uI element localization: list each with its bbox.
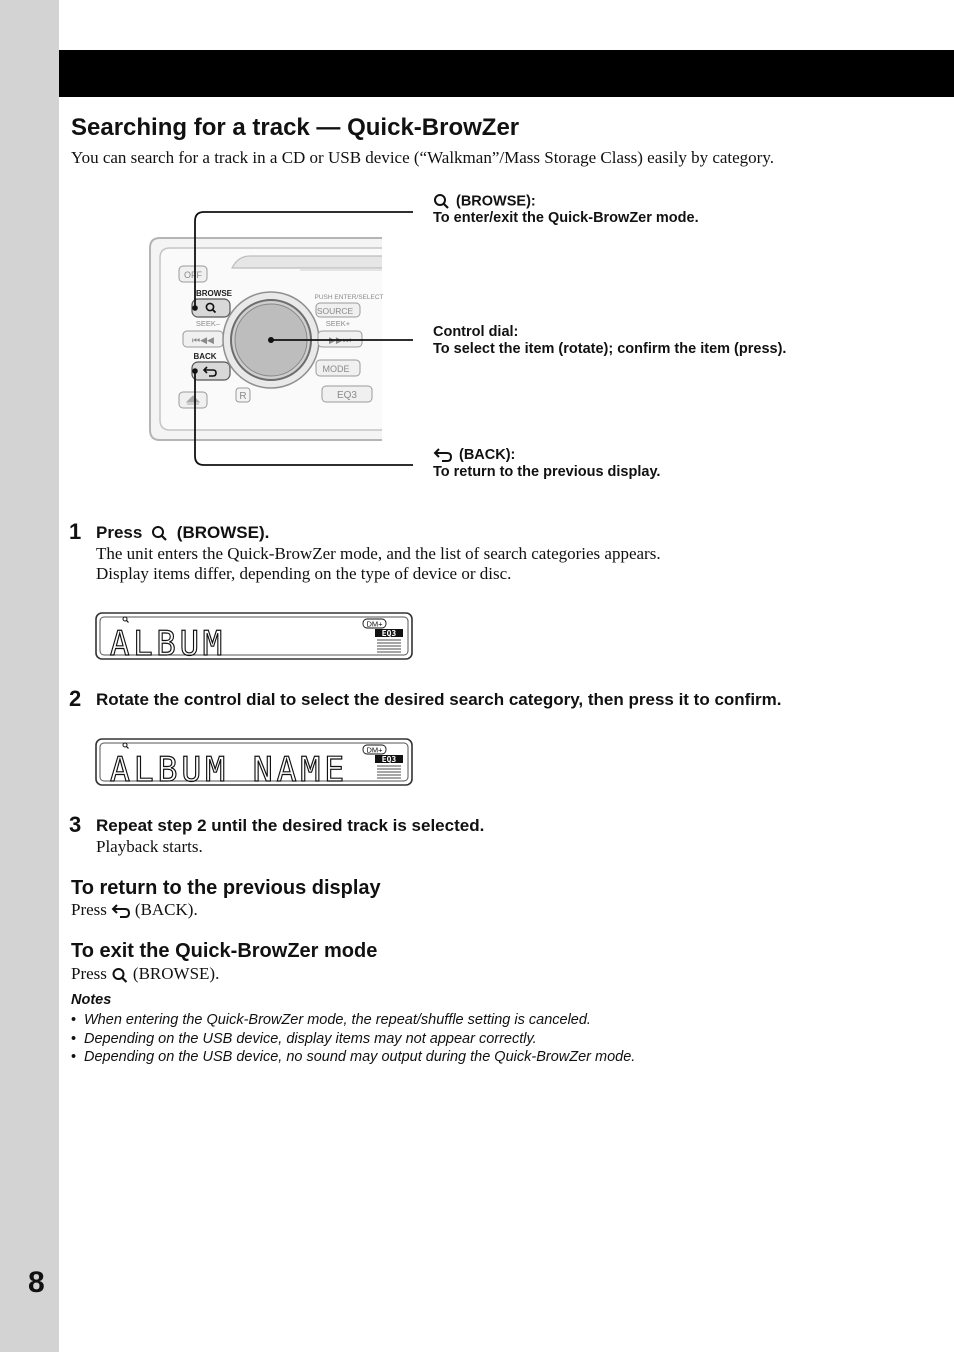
off-button[interactable] (179, 266, 207, 282)
step-1-heading-pre: Press (96, 523, 143, 542)
prev-icon: ⏮◀◀ (192, 336, 214, 346)
search-icon (150, 525, 169, 542)
back-leader-dot (192, 368, 198, 374)
step-1-line-1: The unit enters the Quick-BrowZer mode, and the list of search categories appears. (96, 544, 661, 563)
svg-text:EQ3: EQ3 (381, 629, 397, 638)
lcd-display-album-name (95, 738, 413, 786)
seek-next-button[interactable] (318, 331, 362, 347)
page-title: Searching for a track — Quick-BrowZer (71, 114, 520, 141)
callout-dial-text: To select the item (rotate); confirm the item (press). (433, 341, 787, 357)
back-arrow-icon (433, 447, 453, 463)
push-enter-select-label: PUSH ENTER/SELECT (314, 294, 384, 301)
page-number: 8 (28, 1266, 45, 1299)
callout-browse (433, 193, 699, 227)
dm-badge (363, 619, 386, 629)
dm-badge (363, 745, 386, 755)
note-item: • When entering the Quick-BrowZer mode, the repeat/shuffle setting is canceled. (71, 1011, 635, 1030)
step-1-heading (96, 523, 269, 543)
return-post: (BACK). (134, 900, 198, 919)
browse-leader-dot (192, 305, 198, 311)
eject-button[interactable] (179, 392, 207, 408)
lcd-text: ALBUM NAME (110, 750, 348, 786)
lcd-display-album (95, 612, 413, 660)
svg-text:MODE: MODE (322, 364, 350, 374)
callout-back-head: (BACK): (459, 447, 516, 463)
note-item: • Depending on the USB device, display items may not appear correctly. (71, 1030, 635, 1049)
exit-pre: Press (71, 964, 107, 983)
callout-browse-head: (BROWSE): (456, 193, 536, 210)
return-heading: To return to the previous display (71, 877, 381, 899)
step-1-number: 1 (69, 519, 82, 544)
r-mark (236, 388, 250, 402)
browse-label: BROWSE (196, 289, 232, 298)
seek-minus-label: SEEK– (195, 319, 221, 328)
svg-text:R: R (239, 391, 247, 402)
mode-button[interactable] (316, 360, 360, 376)
svg-text:EQ3: EQ3 (336, 390, 358, 401)
search-icon (433, 193, 450, 210)
source-button[interactable] (316, 303, 360, 317)
side-strip (0, 0, 59, 1352)
lcd-text: ALBUM (110, 624, 226, 660)
callout-dial (433, 324, 786, 358)
back-arrow-icon (111, 903, 131, 919)
svg-text:SOURCE: SOURCE (316, 306, 354, 316)
seek-prev-button[interactable] (183, 331, 223, 347)
step-3-heading: Repeat step 2 until the desired track is selected. (96, 816, 485, 835)
callout-back (433, 447, 660, 481)
callout-browse-text: To enter/exit the Quick-BrowZer mode. (433, 210, 699, 227)
step-2-heading: Rotate the control dial to select the desired search category, then press it to confirm. (96, 690, 782, 709)
return-pre: Press (71, 900, 107, 919)
exit-instruction (71, 964, 219, 984)
browse-button[interactable] (192, 289, 233, 317)
back-label: BACK (193, 352, 217, 361)
svg-text:DM+: DM+ (366, 745, 383, 755)
notes-title: Notes (71, 992, 112, 1008)
off-label: OFF (184, 270, 202, 280)
callout-dial-head: Control dial: (433, 324, 519, 340)
header-bar (59, 50, 954, 97)
return-instruction (71, 900, 198, 920)
step-1-heading-post: (BROWSE). (176, 523, 270, 542)
next-icon: ▶▶⏭ (329, 336, 351, 346)
exit-heading: To exit the Quick-BrowZer mode (71, 940, 378, 962)
svg-text:EQ3: EQ3 (381, 755, 397, 764)
step-1-line-2: Display items differ, depending on the type of device or disc. (96, 564, 512, 583)
svg-text:DM+: DM+ (366, 619, 383, 629)
step-3-line-1: Playback starts. (96, 837, 203, 856)
eq-badge (375, 629, 403, 638)
intro-text: You can search for a track in a CD or USB device (“Walkman”/Mass Storage Class) easily by category. (71, 148, 774, 167)
callout-back-text: To return to the previous display. (433, 464, 661, 480)
eq3-button[interactable] (322, 386, 372, 402)
exit-post: (BROWSE). (132, 964, 220, 983)
step-2-number: 2 (69, 686, 82, 711)
eq-badge (375, 755, 403, 764)
note-item: • Depending on the USB device, no sound may output during the Quick-BrowZer mode. (71, 1048, 635, 1067)
seek-plus-label: SEEK+ (325, 319, 351, 328)
step-3-number: 3 (69, 812, 82, 837)
search-icon (111, 967, 129, 984)
notes-list (71, 1011, 635, 1067)
